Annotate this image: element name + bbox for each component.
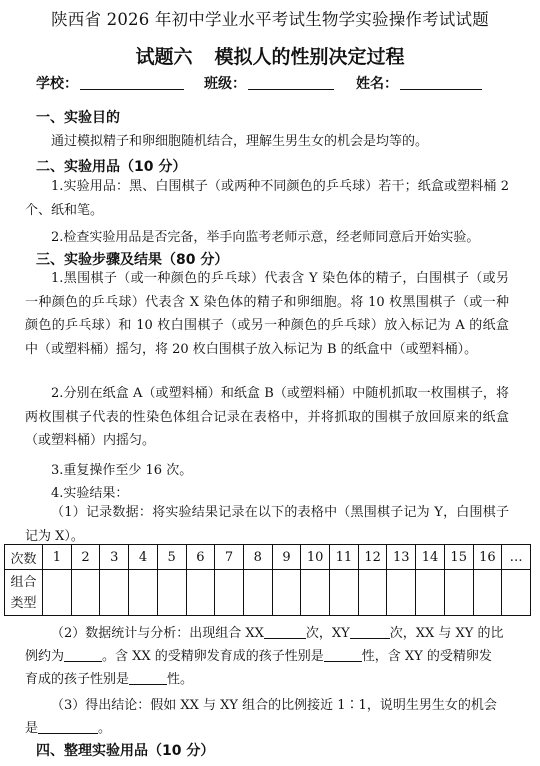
question-3-line-1: （3）得出结论：假如 XX 与 XY 组合的比例接近 1∶1，说明生男生女的机会 <box>51 698 497 713</box>
table-col-8: 8 <box>243 545 272 570</box>
table-col-13: 13 <box>387 545 416 570</box>
ratio-blank[interactable] <box>64 648 102 662</box>
table-cell-5[interactable] <box>157 570 186 616</box>
section-1-text: 通过模拟精子和卵细胞随机结合，理解生男生女的机会是均等的。 <box>51 134 429 149</box>
table-col-11: 11 <box>330 545 359 570</box>
table-cell-9[interactable] <box>272 570 301 616</box>
xx-gender-blank[interactable] <box>324 648 362 662</box>
xy-gender-blank[interactable] <box>129 671 167 685</box>
table-col-more: … <box>502 545 531 570</box>
table-cell-6[interactable] <box>186 570 215 616</box>
question-2-line-3 <box>25 668 193 687</box>
test-name: 模拟人的性别决定过程 <box>214 46 405 68</box>
table-cell-10[interactable] <box>301 570 330 616</box>
q2-text-a: （2）数据统计与分析：出现组合 XX <box>51 626 264 641</box>
table-col-15: 15 <box>444 545 473 570</box>
section-2-title: 二、实验用品（10 分） <box>36 159 187 175</box>
section-1-title: 一、实验目的 <box>36 110 120 126</box>
question-3-line-2 <box>25 717 111 736</box>
table-cell-more[interactable] <box>502 570 531 616</box>
class-label: 班级： <box>204 76 246 92</box>
name-label: 姓名： <box>356 76 398 92</box>
table-head-label: 次数 <box>5 545 43 570</box>
table-col-16: 16 <box>473 545 502 570</box>
table-combination-row <box>5 570 531 616</box>
table-col-7: 7 <box>215 545 244 570</box>
table-cell-8[interactable] <box>243 570 272 616</box>
q2-text-b: 次，XY <box>305 626 350 641</box>
table-col-10: 10 <box>301 545 330 570</box>
table-row-label-line-2: 类型 <box>10 595 37 611</box>
table-row-label <box>5 570 43 616</box>
section-2-item-1: 1.实验用品：黑、白围棋子（或两种不同颜色的乒乓球）若干；纸盒或塑料桶 2 个、纸和笔。 <box>25 179 509 218</box>
table-col-12: 12 <box>358 545 387 570</box>
question-2-line-1 <box>51 622 504 641</box>
test-number: 试题六 <box>135 46 193 68</box>
q3-text-b: 是 <box>25 721 39 736</box>
conclusion-blank[interactable] <box>38 720 98 734</box>
xx-count-blank[interactable] <box>264 625 306 639</box>
q2-text-g: 育成的孩子性别是 <box>25 672 130 687</box>
table-col-5: 5 <box>157 545 186 570</box>
table-cell-2[interactable] <box>71 570 100 616</box>
table-cell-7[interactable] <box>215 570 244 616</box>
section-2-item-2: 2.检查实验用品是否完备，举手向监考老师示意，经老师同意后开始实验。 <box>51 230 480 245</box>
school-blank[interactable] <box>80 89 184 90</box>
table-cell-4[interactable] <box>129 570 158 616</box>
section-4-title: 四、整理实验用品（10 分） <box>36 743 215 759</box>
q2-text-f: 性，含 XY 的受精卵发 <box>361 649 492 664</box>
table-cell-11[interactable] <box>330 570 359 616</box>
student-info-row <box>36 73 506 93</box>
section-3-record-instruction: （1）记录数据：将实验结果记录在以下的表格中（黑围棋子记为 Y，白围棋子记为 X）。 <box>25 505 509 544</box>
table-cell-16[interactable] <box>473 570 502 616</box>
table-col-4: 4 <box>129 545 158 570</box>
table-cell-3[interactable] <box>100 570 129 616</box>
q3-text-c: 。 <box>98 721 112 736</box>
section-3-title: 三、实验步骤及结果（80 分） <box>36 252 229 268</box>
xy-count-blank[interactable] <box>350 625 390 639</box>
results-table <box>4 544 531 616</box>
table-cell-14[interactable] <box>416 570 445 616</box>
table-col-1: 1 <box>43 545 72 570</box>
table-header-row <box>5 545 531 570</box>
table-cell-12[interactable] <box>358 570 387 616</box>
q2-text-h: 性。 <box>167 672 194 687</box>
table-col-9: 9 <box>272 545 301 570</box>
section-3-step-1: 1.黑围棋子（或一种颜色的乒乓球）代表含 Y 染色体的精子，白围棋子（或另一种颜色的乒乓球）代表含 X 染色体的精子和卵细胞。将 10 枚黑围棋子（或一种颜色的乒乓球）和 10 枚白围棋子（或另一种颜色的乒乓球）放入标记为 A 的纸盒中（或塑料桶）摇匀，将 20 枚白围棋子放入标记为 B 的纸盒中（或塑料桶）。 <box>25 271 509 358</box>
q2-text-c: 次，XX 与 XY 的比 <box>389 626 504 641</box>
table-col-3: 3 <box>100 545 129 570</box>
section-3-step-4: 4.实验结果： <box>51 486 129 501</box>
table-cell-15[interactable] <box>444 570 473 616</box>
class-blank[interactable] <box>248 89 334 90</box>
table-col-6: 6 <box>186 545 215 570</box>
exam-title: 陕西省 2026 年初中学业水平考试生物学实验操作考试试题 <box>51 10 489 29</box>
school-label: 学校： <box>36 76 78 92</box>
section-3-step-3: 3.重复操作至少 16 次。 <box>51 463 193 478</box>
q2-text-d: 例约为 <box>25 649 65 664</box>
test-heading <box>0 42 540 69</box>
table-cell-13[interactable] <box>387 570 416 616</box>
question-2-line-2 <box>25 645 492 664</box>
table-cell-1[interactable] <box>43 570 72 616</box>
table-col-14: 14 <box>416 545 445 570</box>
section-3-step-2: 2.分别在纸盒 A（或塑料桶）和纸盒 B（或塑料桶）中随机抓取一枚围棋子，将两枚围棋子代表的性染色体组合记录在表格中，并将抓取的围棋子放回原来的纸盒（或塑料桶）内摇匀。 <box>25 386 509 449</box>
q2-text-e: 。含 XX 的受精卵发育成的孩子性别是 <box>102 649 324 664</box>
table-col-2: 2 <box>71 545 100 570</box>
name-blank[interactable] <box>400 89 482 90</box>
table-row-label-line-1: 组合 <box>10 574 37 590</box>
